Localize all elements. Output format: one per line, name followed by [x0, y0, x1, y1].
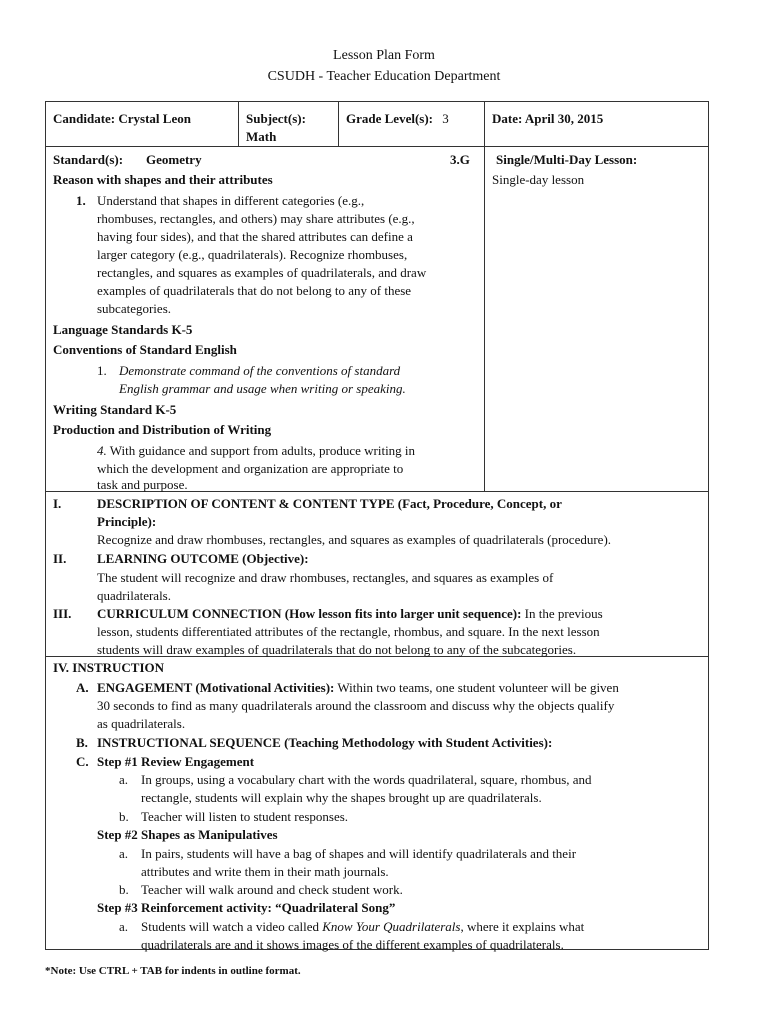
section-II-body: The student will recognize and draw rhombuses, rectangles, and squares as examples of: [97, 570, 554, 585]
step-3a-text: [141, 918, 584, 936]
lesson-type-label: Single/Multi-Day Lesson:: [496, 152, 638, 167]
step-1a-text: In groups, using a vocabulary chart with the words quadrilateral, square, rhombus, and: [141, 772, 592, 787]
step-1a-label: a.: [119, 772, 129, 787]
section-I-heading-cont: Principle):: [97, 514, 157, 529]
section-I-number: I.: [53, 496, 62, 511]
step-3a-post: , where it explains what: [460, 919, 585, 934]
standard-item-number: 1.: [76, 193, 86, 208]
standards-code: 3.G: [450, 152, 470, 167]
writing-line-1: [97, 442, 415, 460]
conventions-line: Demonstrate command of the conventions of standard: [119, 363, 401, 378]
step-2b-text: Teacher will walk around and check student work.: [141, 882, 403, 897]
writing-line-text: With guidance and support from adults, produce writing in: [109, 443, 416, 458]
section-III-body: lesson, students differentiated attributes of the rectangle, rhombus, and square. In the next lesson: [97, 624, 600, 639]
section-II-body-cont: quadrilaterals.: [97, 588, 171, 603]
lesson-plan-table: [45, 101, 709, 950]
writing-standard-heading: Writing Standard K-5: [53, 402, 177, 417]
standard-item-line: subcategories.: [97, 301, 172, 316]
item-B-label: B.: [76, 735, 88, 750]
section-II-number: II.: [53, 551, 67, 566]
candidate-value: Crystal Leon: [118, 111, 191, 126]
step-2a-label: a.: [119, 846, 129, 861]
subject-cell: [239, 102, 339, 146]
writing-number: 4.: [97, 443, 107, 458]
footer-note: *Note: Use CTRL + TAB for indents in outline format.: [45, 965, 301, 977]
section-III-number: III.: [53, 606, 72, 621]
section-III-line-1: [97, 605, 603, 623]
section-II-heading: LEARNING OUTCOME (Objective):: [97, 551, 309, 566]
section-III-heading: CURRICULUM CONNECTION (How lesson fits into larger unit sequence):: [97, 606, 522, 621]
item-A-line-1: [97, 679, 619, 697]
step-1a-text-cont: rectangle, students will explain why the shapes brought up are quadrilaterals.: [141, 790, 542, 805]
grade-value: 3: [442, 111, 449, 126]
section-III-body-start: In the previous: [524, 606, 603, 621]
engagement-text-cont: 30 seconds to find as many quadrilaterals around the classroom and discuss why the objects qualify: [97, 698, 615, 713]
step-3-heading: Step #3 Reinforcement activity: “Quadrilateral Song”: [97, 900, 396, 915]
step-2-heading: Step #2 Shapes as Manipulatives: [97, 827, 278, 842]
engagement-heading: ENGAGEMENT (Motivational Activities):: [97, 680, 335, 695]
info-row: [46, 102, 708, 147]
section-I-body: Recognize and draw rhombuses, rectangles, and squares as examples of quadrilaterals (procedure).: [97, 532, 612, 547]
grade-label: Grade Level(s):: [346, 111, 434, 126]
engagement-text: Within two teams, one student volunteer will be given: [337, 680, 619, 695]
production-heading: Production and Distribution of Writing: [53, 422, 272, 437]
item-C-label: C.: [76, 754, 89, 769]
standards-reason: Reason with shapes and their attributes: [53, 172, 273, 187]
section-I-heading: DESCRIPTION OF CONTENT & CONTENT TYPE (Fact, Procedure, Concept, or: [97, 496, 562, 511]
step-3a-text-cont: quadrilaterals are and it shows images of the different examples of quadrilaterals.: [141, 937, 564, 952]
language-standards-heading: Language Standards K-5: [53, 322, 193, 337]
grade-cell: [339, 102, 485, 146]
standard-item-line: rhombuses, rectangles, and others) may share attributes (e.g.,: [97, 211, 415, 226]
standard-item-line: examples of quadrilaterals that do not belong to any of these: [97, 283, 412, 298]
step-1b-text: Teacher will listen to student responses.: [141, 809, 349, 824]
lesson-type-value: Single-day lesson: [492, 172, 585, 187]
content-outcome-row: [46, 491, 708, 657]
standard-item-line: having four sides), and that the shared attributes can define a: [97, 229, 413, 244]
form-title: Lesson Plan Form: [333, 48, 435, 63]
lesson-type-cell: [485, 146, 708, 491]
subject-label: Subject(s):: [246, 111, 306, 126]
step-2a-text: In pairs, students will have a bag of shapes and will identify quadrilaterals and their: [141, 846, 577, 861]
standard-item-line: rectangles, and squares as examples of quadrilaterals, and draw: [97, 265, 427, 280]
engagement-text-end: as quadrilaterals.: [97, 716, 186, 731]
step-3a-pre: Students will watch a video called: [141, 919, 319, 934]
standards-row: [46, 146, 708, 492]
candidate-cell: [46, 102, 239, 146]
step-1-heading: Step #1 Review Engagement: [97, 754, 255, 769]
instructional-sequence-heading: INSTRUCTIONAL SEQUENCE (Teaching Methodology with Student Activities):: [97, 735, 553, 750]
conventions-heading: Conventions of Standard English: [53, 342, 237, 357]
item-A-label: A.: [76, 680, 89, 695]
writing-line: task and purpose.: [97, 477, 188, 492]
date-label: Date: April 30, 2015: [492, 111, 604, 126]
date-cell: [485, 102, 708, 146]
step-2a-text-cont: attributes and write them in their math journals.: [141, 864, 389, 879]
candidate-label: Candidate:: [53, 111, 116, 126]
standards-cell: [46, 146, 485, 491]
standards-label: Standard(s):: [53, 152, 124, 167]
video-title: Know Your Quadrilaterals: [322, 919, 461, 934]
standard-item-line: Understand that shapes in different categories (e.g.,: [97, 193, 365, 208]
writing-line: which the development and organization are appropriate to: [97, 461, 404, 476]
department-title: CSUDH - Teacher Education Department: [267, 69, 501, 84]
standard-item-line: larger category (e.g., quadrilaterals). Recognize rhombuses,: [97, 247, 408, 262]
step-3a-label: a.: [119, 919, 129, 934]
section-III-body-cont: students will draw examples of quadrilaterals that do not belong to any of the subcategories.: [97, 642, 577, 657]
standards-topic: Geometry: [146, 152, 202, 167]
step-1b-label: b.: [119, 809, 129, 824]
subject-value: Math: [246, 129, 277, 144]
instruction-row: [46, 656, 708, 952]
conventions-line: English grammar and usage when writing or speaking.: [119, 381, 406, 396]
instruction-heading: IV. INSTRUCTION: [53, 660, 165, 675]
conventions-number: 1.: [97, 363, 107, 378]
step-2b-label: b.: [119, 882, 129, 897]
